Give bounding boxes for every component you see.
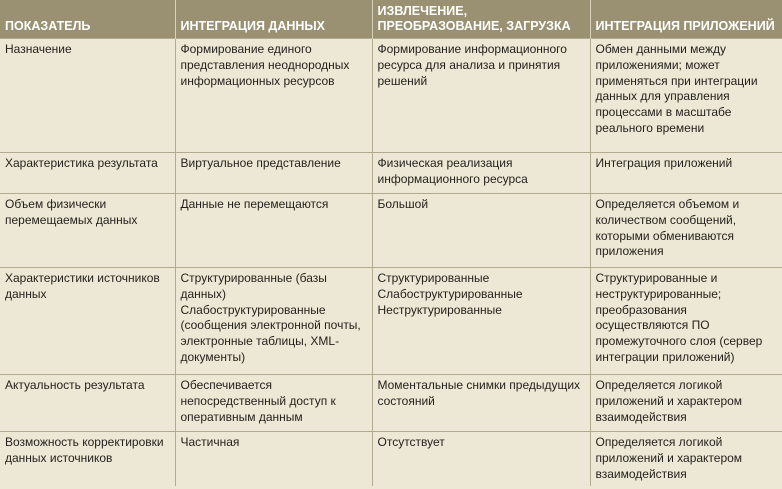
row-label-cell: Характеристика результата <box>0 153 175 194</box>
header-etl: ИЗВЛЕЧЕНИЕ, ПРЕОБРАЗОВАНИЕ, ЗАГРУЗКА <box>372 0 590 39</box>
table-row <box>0 432 782 487</box>
row-label-cell: Характеристики источников данных <box>0 268 175 375</box>
row-label-cell: Возможность корректировки данных источников <box>0 432 175 487</box>
table-cell: Определяется объемом и количеством сообщений, которыми обмениваются приложения <box>590 194 782 268</box>
header-application-integration: ИНТЕГРАЦИЯ ПРИЛОЖЕНИЙ <box>590 0 782 39</box>
table-cell: Формирование информационного ресурса для анализа и принятия решений <box>372 39 590 153</box>
table-row <box>0 153 782 194</box>
table-header <box>0 0 782 39</box>
header-indicator: ПОКАЗАТЕЛЬ <box>0 0 175 39</box>
table-cell: Большой <box>372 194 590 268</box>
header-data-integration: ИНТЕГРАЦИЯ ДАННЫХ <box>175 0 372 39</box>
table-cell: Структурированные Слабоструктурированные Неструктурированные <box>372 268 590 375</box>
row-label-cell: Назначение <box>0 39 175 153</box>
table-cell: Физическая реализация информационного ресурса <box>372 153 590 194</box>
table-cell: Определяется логикой приложений и характером взаимодействия <box>590 375 782 432</box>
table-cell: Частичная <box>175 432 372 487</box>
table-cell: Отсутствует <box>372 432 590 487</box>
table-cell: Интеграция приложений <box>590 153 782 194</box>
table-cell: Моментальные снимки предыдущих состояний <box>372 375 590 432</box>
table-body <box>0 39 782 487</box>
table-row <box>0 268 782 375</box>
table-cell: Обеспечивается непосредственный доступ к оперативным данным <box>175 375 372 432</box>
table-cell: Виртуальное представление <box>175 153 372 194</box>
table-cell: Формирование единого представления неоднородных информационных ресурсов <box>175 39 372 153</box>
row-label-cell: Объем физически перемещаемых данных <box>0 194 175 268</box>
row-label-cell: Актуальность результата <box>0 375 175 432</box>
table-row <box>0 39 782 153</box>
table-row <box>0 194 782 268</box>
table-cell: Данные не перемещаются <box>175 194 372 268</box>
table-row <box>0 375 782 432</box>
table-cell: Определяется логикой приложений и характером взаимодействия <box>590 432 782 487</box>
table-cell: Обмен данными между приложениями; может применяться при интеграции данных для управления процессами в масштабе реального времени <box>590 39 782 153</box>
table-cell: Структурированные и неструктурированные; преобразования осуществляются ПО промежуточного слоя (сервер интеграции приложений) <box>590 268 782 375</box>
header-row <box>0 0 782 39</box>
table-cell: Структурированные (базы данных) Слабоструктурированные (сообщения электронной почты, электронные таблицы, XML-документы) <box>175 268 372 375</box>
